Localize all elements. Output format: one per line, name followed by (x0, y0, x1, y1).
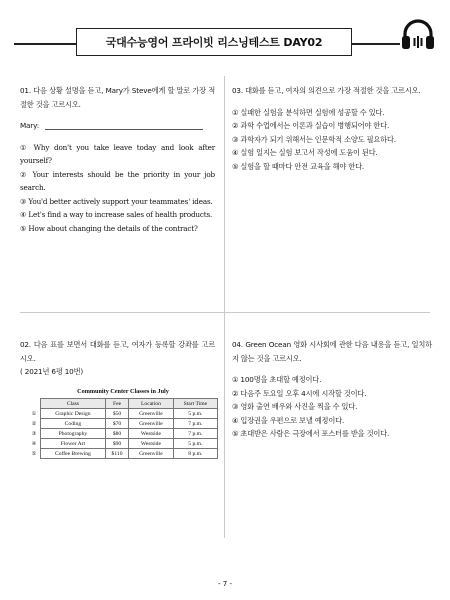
table-cell: Photography (41, 429, 106, 439)
answer-blank (45, 129, 203, 130)
question-04-prompt: 04. Green Ocean 영화 시사회에 관한 다음 내용을 듣고, 일치하지 않는 것을 고르시오. (232, 340, 432, 363)
option-5[interactable]: ⑤ How about changing the details of the contract? (20, 223, 198, 233)
option-2[interactable]: ② 과학 수업에서는 이론과 실습이 병행되어야 한다. (232, 121, 390, 130)
table-row (28, 419, 218, 429)
option-1[interactable]: ① 실패한 실험을 분석하면 실험에 성공할 수 있다. (232, 107, 385, 117)
header-rule-left (14, 43, 76, 45)
option-5[interactable]: ⑤ 초대받은 사람은 극장에서 포스터를 받을 것이다. (232, 429, 390, 438)
table-header-row (28, 399, 218, 409)
table-cell: 5 p.m. (173, 409, 217, 419)
table-cell: Flower Art (41, 439, 106, 449)
option-5[interactable]: ⑤ 실험을 할 때마다 안전 교육을 해야 한다. (232, 161, 365, 171)
table-row (28, 449, 218, 459)
table-row (28, 429, 218, 439)
table-cell: Coffee Brewing (41, 449, 106, 459)
table-cell: $70 (105, 419, 128, 429)
classes-table (28, 398, 218, 459)
table-row (28, 409, 218, 419)
question-03 (232, 84, 432, 173)
question-03-prompt: 03. 대화를 듣고, 여자의 의견으로 가장 적절한 것을 고르시오. (232, 86, 421, 95)
table-cell: 5 p.m. (173, 439, 217, 449)
option-1[interactable]: ① 100명을 초대할 예정이다. (232, 375, 322, 384)
table-cell: Greenville (129, 419, 173, 429)
page-number: - 7 - (218, 580, 232, 588)
table-cell: $90 (105, 439, 128, 449)
option-2[interactable]: ② Your interests should be the priority in your job search. (20, 169, 215, 192)
page-title (76, 28, 352, 56)
table-cell: $50 (105, 409, 128, 419)
table-cell: Westside (129, 429, 173, 439)
question-01 (20, 84, 215, 235)
option-1[interactable]: ① Why don't you take leave today and look after yourself? (20, 142, 215, 165)
option-2[interactable]: ② 다음주 토요일 오후 4시에 시작할 것이다. (232, 388, 367, 398)
table-row (28, 439, 218, 449)
option-3[interactable]: ③ 영화 출연 배우와 사진을 찍을 수 있다. (232, 402, 358, 411)
table-cell: Graphic Design (41, 409, 106, 419)
option-4[interactable]: ④ Let's find a way to increase sales of health products. (20, 210, 213, 219)
column-header: Fee (105, 399, 128, 409)
table-cell: $110 (105, 449, 128, 459)
column-header: Class (41, 399, 106, 409)
table-cell: 7 p.m. (173, 419, 217, 429)
table-cell: Coding (41, 419, 106, 429)
row-number: ③ (31, 430, 37, 437)
table-cell: Greenville (129, 409, 173, 419)
option-3[interactable]: ③ 과학자가 되기 위해서는 인문학적 소양도 필요하다. (232, 134, 396, 144)
headphones-icon (398, 14, 438, 54)
question-02-prompt: 02. 다음 표를 보면서 대화를 듣고, 여자가 등록할 강좌를 고르시오. (20, 340, 215, 363)
row-number: ⑤ (31, 450, 37, 457)
table-cell: Greenville (129, 449, 173, 459)
column-header: Start Time (173, 399, 217, 409)
option-4[interactable]: ④ 실험 일지는 실험 보고서 작성에 도움이 된다. (232, 148, 378, 157)
question-01-prompt: 01. 다음 상황 설명을 듣고, Mary가 Steve에게 할 말로 가장 적절한 것을 고르시오. (20, 86, 215, 109)
column-header: Location (129, 399, 173, 409)
table-cell: Westside (129, 439, 173, 449)
question-04 (232, 338, 432, 441)
header-rule-right (352, 43, 400, 45)
table-header-blank (28, 399, 41, 409)
question-02 (20, 338, 215, 379)
mary-label: Mary: (20, 121, 39, 130)
table-cell: 7 p.m. (173, 429, 217, 439)
row-divider (20, 312, 430, 313)
table-title: Community Center Classes in July (77, 388, 169, 395)
option-4[interactable]: ④ 입장권을 우편으로 보낼 예정이다. (232, 415, 345, 425)
row-number: ④ (31, 440, 37, 447)
option-3[interactable]: ③ You'd better actively support your teammates' ideas. (20, 196, 213, 206)
row-number: ① (31, 410, 37, 417)
row-number: ② (31, 420, 37, 427)
column-divider (224, 76, 225, 538)
mary-answer-line (20, 119, 215, 133)
question-02-source: ( 2021년 6평 10번) (20, 367, 84, 376)
table-cell: $80 (105, 429, 128, 439)
table-cell: 8 p.m. (173, 449, 217, 459)
page-title-text: 국대수능영어 프라이빗 리스닝테스트 DAY02 (105, 36, 323, 49)
